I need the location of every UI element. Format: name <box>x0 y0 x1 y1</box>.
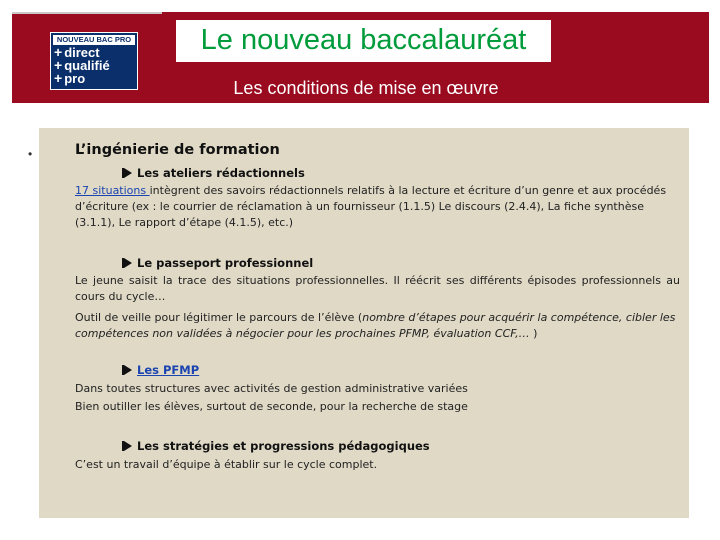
arrow-icon <box>124 168 132 178</box>
plus-icon: + <box>54 57 63 73</box>
header-top-line <box>12 12 162 14</box>
paragraph-veille: Outil de veille pour légitimer le parcours de l’élève (nombre d’étapes pour acquérir la compétence, cibler les compétences non validées à négocier pour les prochaines PFMP, évaluation CCF,… ) <box>75 311 676 340</box>
logo-line: + pro <box>54 70 86 86</box>
section-title: L’ingénierie de formation <box>75 142 280 158</box>
subheading-ateliers: Les ateliers rédactionnels <box>122 166 305 180</box>
bac-pro-logo <box>50 32 138 90</box>
subheading-strategies: Les stratégies et progressions pédagogiques <box>122 439 430 453</box>
pfmp-link[interactable]: Les PFMP <box>137 363 200 377</box>
arrow-icon <box>124 365 132 375</box>
logo-lines <box>54 46 136 85</box>
logo-line: + direct <box>54 44 100 60</box>
paragraph-strategies: C’est un travail d’équipe à établir sur le cycle complet. <box>75 458 378 471</box>
subheading-pfmp <box>122 363 199 377</box>
subheading-passeport: Le passeport professionnel <box>122 256 313 270</box>
logo-line: + qualifié <box>54 57 110 73</box>
plus-icon: + <box>54 70 63 86</box>
page-subtitle: Les conditions de mise en œuvre <box>233 78 499 98</box>
plus-icon: + <box>54 44 63 60</box>
paragraph-passeport: Le jeune saisit la trace des situations professionnelles. Il réécrit ses différents épisodes professionnels au cours du cycle… <box>75 274 680 303</box>
arrow-icon <box>124 441 132 451</box>
paragraph-pfmp-line1: Dans toutes structures avec activités de gestion administrative variées <box>75 382 468 395</box>
paragraph-ateliers: 17 situations intègrent des savoirs rédactionnels relatifs à la lecture et écriture d’un genre et aux procédés d’écriture (ex : le courrier de réclamation à un fournisseur (1.1.5) Le discours (2.4.4), La fiche synthèse (3.1.1), Le rapport d’étape (4.1.5), etc.) <box>75 184 667 229</box>
bullet-marker: • <box>28 147 33 161</box>
paragraph-pfmp-line2: Bien outiller les élèves, surtout de seconde, pour la recherche de stage <box>75 400 468 413</box>
page-title: Le nouveau baccalauréat <box>200 24 527 56</box>
arrow-icon <box>124 258 132 268</box>
situations-link[interactable]: 17 situations <box>75 184 150 197</box>
logo-tag: NOUVEAU BAC PRO <box>53 35 135 45</box>
